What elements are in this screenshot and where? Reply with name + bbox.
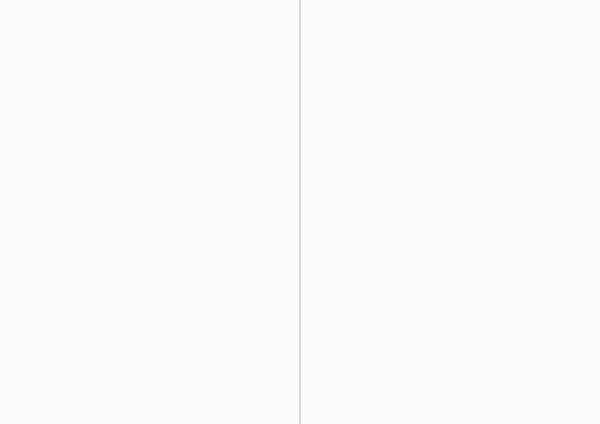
left-page [0, 0, 299, 424]
right-page [301, 0, 600, 424]
right-page-text-column [327, 44, 555, 384]
left-page-text-column [38, 44, 262, 384]
